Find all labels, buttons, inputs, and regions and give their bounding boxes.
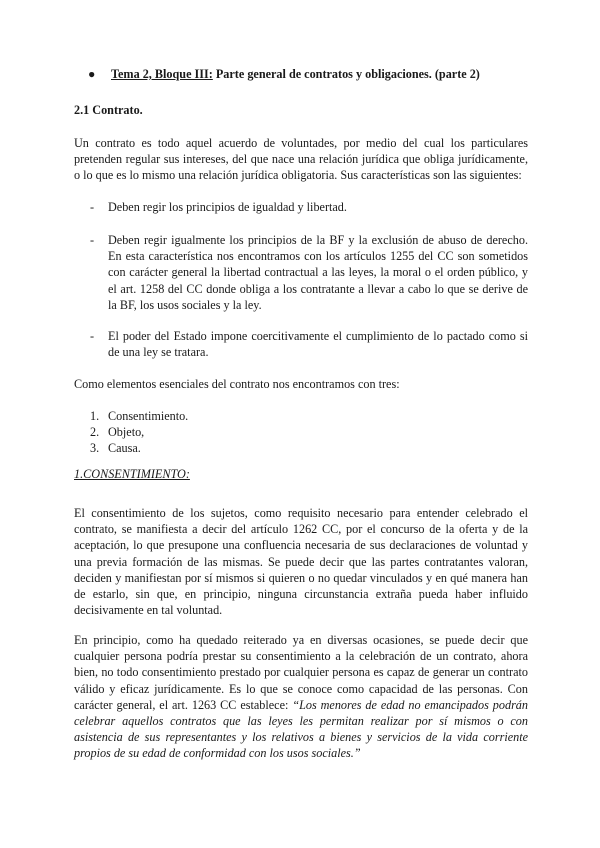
consent-heading: 1.CONSENTIMIENTO: — [74, 467, 190, 481]
element-number: 3. — [90, 441, 100, 455]
element-label: Consentimiento. — [108, 409, 189, 423]
consent-paragraph-1: El consentimiento de los sujetos, como requisito necesario para entender celebrado el contrato, se manifiesta a decir del artículo 1262 CC, por el concurso de la oferta y de la aceptación, lo que presupone una confluencia necesaria de sus declaraciones de voluntad y una previa formación de las mismas. Se puede decir que las partes contratantes valoran, deciden y manifiestan por sí mismos si quieren o no quedar vinculados y en qué manera han de estarlo, sin que, en principio, ninguna circunstancia extraña pueda haber influido decisivamente en tal voluntad. — [74, 506, 528, 618]
dash-marker: - — [90, 233, 95, 247]
characteristic-item — [74, 232, 528, 313]
dash-marker: - — [90, 200, 95, 214]
consent-paragraph-2-text: En principio, como ha quedado reiterado ya en diversas ocasiones, se puede decir que cualquier persona podría prestar su consentimiento a la celebración de un contrato, ahora bien, no todo consentimiento prestado por cualquier persona es capaz de generar un contrato válido y eficaz jurídicamente. Es lo que se conoce como capacidad de las personas. Con carácter general, el art. 1263 CC establece: — [74, 633, 528, 712]
element-list-item — [90, 424, 144, 440]
dash-marker: - — [90, 329, 95, 343]
article-quote: “Los menores de edad no emancipados podrán celebrar aquellos contratos que las leyes les permitan realizar por sí mismos o con asistencia de sus representantes y los relativos a bienes y servicios de la vida corriente propios de su edad de conformidad con los usos sociales.” — [74, 697, 528, 761]
element-list-item — [90, 440, 141, 456]
element-label: Objeto, — [108, 425, 145, 439]
intro-paragraph: Un contrato es todo aquel acuerdo de voluntades, por medio del cual los particulares pretenden regular sus intereses, del que nace una relación jurídica que obliga jurídicamente, o lo que es lo mismo una relación jurídica obligatoria. Sus características son las siguientes: — [74, 136, 528, 183]
characteristic-item — [74, 199, 528, 215]
element-list-item — [90, 408, 188, 424]
characteristic-text: Deben regir igualmente los principios de la BF y la exclusión de abuso de derecho. En esta característica nos encontramos con los artículos 1255 del CC son sometidos con carácter general la libertad contractual a las leyes, la moral o el orden público, y el art. 1258 del CC donde obliga a los contratante a llevar a cabo lo que se derive de la BF, los usos sociales y la ley. — [108, 233, 528, 312]
characteristic-text: Deben regir los principios de igualdad y libertad. — [108, 200, 347, 214]
bullet-dot: ● — [88, 67, 96, 81]
topic-heading-text — [111, 66, 480, 82]
characteristic-item — [74, 328, 528, 360]
element-label: Causa. — [108, 441, 141, 455]
section-title: 2.1 Contrato. — [74, 103, 143, 117]
topic-heading-rest: Parte general de contratos y obligaciones. (parte 2) — [212, 67, 480, 81]
elements-intro: Como elementos esenciales del contrato nos encontramos con tres: — [74, 377, 400, 391]
element-number: 2. — [90, 425, 100, 439]
topic-link[interactable]: Tema 2, Bloque III: — [111, 67, 213, 81]
element-number: 1. — [90, 409, 100, 423]
characteristic-text: El poder del Estado impone coercitivamente el cumplimiento de lo pactado como si de una ley se tratara. — [108, 329, 528, 360]
consent-paragraph-2 — [74, 632, 528, 762]
